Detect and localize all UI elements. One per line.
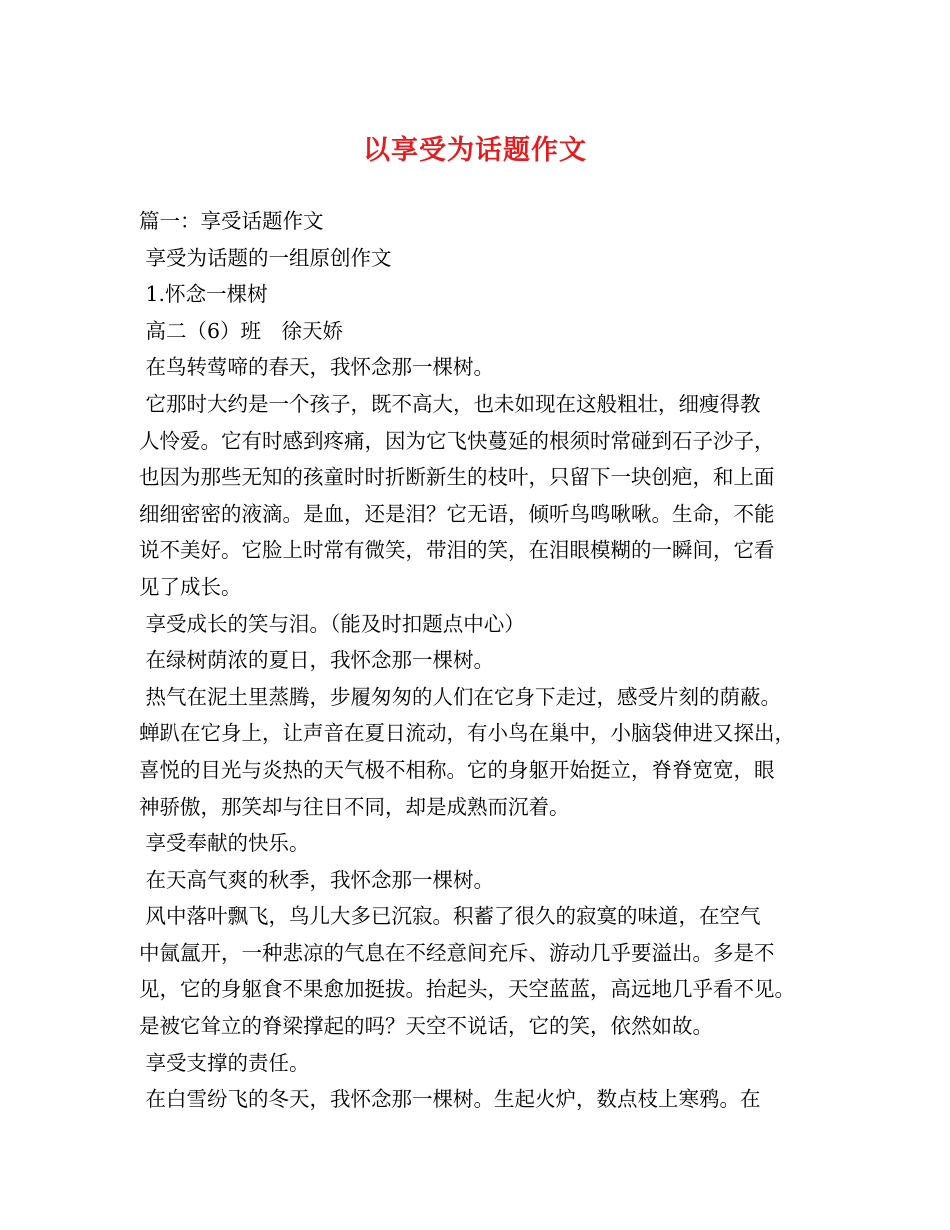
text-line: 享受成长的笑与泪。（能及时扣题点中心） bbox=[139, 611, 525, 636]
text-line: 在白雪纷飞的冬天，我怀念那一棵树。生起火炉，数点枝上寒鸦。在 bbox=[139, 1087, 761, 1112]
text-line: 神骄傲，那笑却与往日不同，却是成熟而沉着。 bbox=[139, 794, 570, 819]
text-line: 享受支撑的责任。 bbox=[139, 1050, 310, 1075]
text-line: 说不美好。它脸上时常有微笑，带泪的笑，在泪眼模糊的一瞬间，它看 bbox=[139, 538, 775, 563]
text-line: 是被它耸立的脊梁撑起的吗？天空不说话，它的笑，依然如故。 bbox=[139, 1014, 713, 1039]
text-line: 喜悦的目光与炎热的天气极不相称。它的身躯开始挺立，脊脊宽宽，眼 bbox=[139, 757, 775, 782]
text-line: 热气在泥土里蒸腾，步履匆匆的人们在它身下走过，感受片刻的荫蔽。 bbox=[139, 684, 782, 709]
text-line: 见了成长。 bbox=[139, 574, 242, 599]
text-line: 享受奉献的快乐。 bbox=[139, 831, 310, 856]
text-line: 也因为那些无知的孩童时时折断新生的枝叶，只留下一块创疤，和上面 bbox=[139, 465, 775, 490]
text-line: 蝉趴在它身上，让声音在夏日流动，有小鸟在巢中，小脑袋伸进又探出， bbox=[139, 721, 795, 746]
text-line: 享受为话题的一组原创作文 bbox=[139, 245, 392, 270]
text-line: 篇一：享受话题作文 bbox=[139, 209, 324, 233]
text-line: 风中落叶飘飞，鸟儿大多已沉寂。积蓄了很久的寂寞的味道，在空气 bbox=[139, 904, 761, 929]
text-line: 中氤氲开，一种悲凉的气息在不经意间充斥、游动几乎要溢出。多是不 bbox=[139, 940, 775, 965]
text-line: 人怜爱。它有时感到疼痛，因为它飞快蔓延的根须时常碰到石子沙子， bbox=[139, 428, 775, 453]
text-line: 高二（6）班 徐天娇 bbox=[139, 318, 344, 343]
document-body bbox=[139, 203, 839, 1118]
text-line: 细细密密的液滴。是血，还是泪？它无语，倾听鸟鸣啾啾。生命，不能 bbox=[139, 501, 775, 526]
text-line: 它那时大约是一个孩子，既不高大，也未如现在这般粗壮，细瘦得教 bbox=[139, 391, 761, 416]
text-line: 在鸟转莺啼的春天，我怀念那一棵树。 bbox=[139, 355, 495, 380]
text-line: 在天高气爽的秋季，我怀念那一棵树。 bbox=[139, 867, 495, 892]
text-line: 见，它的身躯食不果愈加挺拔。抬起头，天空蓝蓝，高远地几乎看不见。 bbox=[139, 977, 795, 1002]
document-title: 以享受为话题作文 bbox=[363, 135, 587, 166]
text-line: 在绿树荫浓的夏日，我怀念那一棵树。 bbox=[139, 648, 495, 673]
text-line: 1.怀念一棵树 bbox=[139, 282, 268, 307]
